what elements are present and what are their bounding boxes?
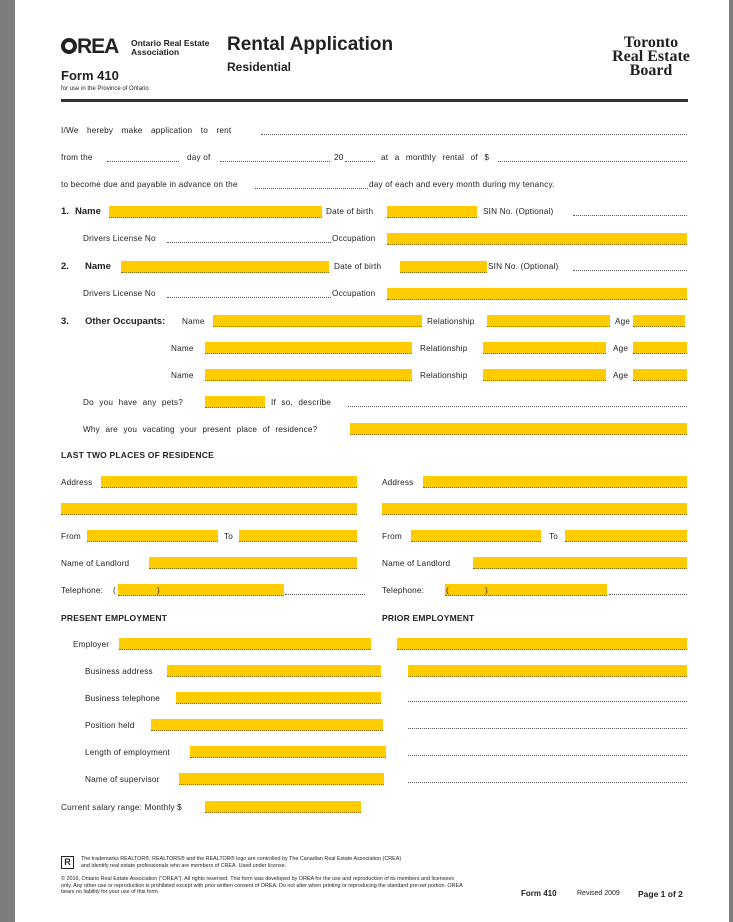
applicant-2-dob-field[interactable] xyxy=(400,261,487,273)
day-of-label: day of xyxy=(187,153,211,162)
monthly-rental-field[interactable] xyxy=(498,161,687,162)
residence-2-landlord-label: Name of Landlord xyxy=(382,559,451,568)
salary-label: Current salary range: Monthly $ xyxy=(61,803,182,812)
prior-business-address-field[interactable] xyxy=(408,665,687,677)
present-business-address-label: Business address xyxy=(85,667,153,676)
residence-2-telephone-rest[interactable] xyxy=(609,594,687,595)
board-logo xyxy=(611,36,691,78)
occupant-3-relationship-label: Relationship xyxy=(420,371,468,380)
pets-answer-field[interactable] xyxy=(205,396,265,408)
vacating-question: Why are you vacating your present place of residence? xyxy=(83,425,318,434)
pets-describe-label: If so, describe xyxy=(271,398,331,407)
present-employer-field[interactable] xyxy=(119,638,371,650)
footer-form-number: Form 410 xyxy=(521,889,557,898)
present-length-label: Length of employment xyxy=(85,748,171,757)
month-field[interactable] xyxy=(220,161,330,162)
occupant-2-age-field[interactable] xyxy=(633,342,687,354)
applicant-2-sin-field[interactable] xyxy=(573,270,687,271)
residence-2-telephone-label: Telephone: xyxy=(382,586,425,595)
applicant-2-name-field[interactable] xyxy=(121,261,329,273)
present-position-label: Position held xyxy=(85,721,135,730)
orea-logo-icon xyxy=(61,38,77,54)
residence-2-to-field[interactable] xyxy=(565,530,687,542)
year-field[interactable] xyxy=(345,161,375,162)
applicant-1-dob-label: Date of birth xyxy=(326,207,374,216)
tenancy-label: day of each and every month during my tenancy. xyxy=(369,180,555,189)
present-business-address-field[interactable] xyxy=(167,665,381,677)
residence-2-landlord-field[interactable] xyxy=(473,557,687,569)
occupant-1-name-label: Name xyxy=(182,317,205,326)
present-position-field[interactable] xyxy=(151,719,383,731)
applicant-1-occupation-label: Occupation xyxy=(332,234,376,243)
residence-1-paren-open: ( xyxy=(113,586,116,595)
orea-logo-text: REA xyxy=(77,35,119,58)
applicant-1-number: 1. xyxy=(61,206,69,217)
association-name: Ontario Real Estate Association xyxy=(131,38,210,57)
residence-1-to-field[interactable] xyxy=(239,530,357,542)
pets-question: Do you have any pets? xyxy=(83,398,183,407)
pets-describe-field[interactable] xyxy=(348,406,687,407)
residence-2-address-line2-field[interactable] xyxy=(382,503,687,515)
board-line-2: Real Estate xyxy=(612,48,690,65)
applicant-1-name-field[interactable] xyxy=(109,206,322,218)
copyright-notice: © 2016, Ontario Real Estate Association ("OREA"). All rights reserved. This form was developed by OREA for the use and reproduction of its members and licensees only. Any other use or reproduction is prohibited except with prior written consent of OREA. Do not alter when printing or reproducing the standard pre-set portion. OREA bears no liability for your use of this form. xyxy=(61,876,463,896)
board-line-3: Board xyxy=(629,62,673,79)
form-page xyxy=(15,0,729,922)
header-rule xyxy=(61,99,688,102)
occupant-3-name-label: Name xyxy=(171,371,194,380)
applicant-1-license-field[interactable] xyxy=(167,242,331,243)
applicant-1-sin-field[interactable] xyxy=(573,215,687,216)
present-supervisor-field[interactable] xyxy=(179,773,384,785)
due-day-label: to become due and payable in advance on the xyxy=(61,180,238,189)
residence-1-from-label: From xyxy=(61,532,81,541)
applicant-2-number: 2. xyxy=(61,261,69,272)
salary-field[interactable] xyxy=(205,801,361,813)
residence-2-paren-open: ( xyxy=(446,586,449,595)
prior-position-field[interactable] xyxy=(408,728,687,729)
present-employer-label: Employer xyxy=(73,640,110,649)
residence-1-address-label: Address xyxy=(61,478,93,487)
present-business-telephone-field[interactable] xyxy=(176,692,381,704)
residence-2-address-label: Address xyxy=(382,478,414,487)
occupant-2-name-label: Name xyxy=(171,344,194,353)
occupant-2-relationship-field[interactable] xyxy=(483,342,606,354)
applicant-1-name-label: Name xyxy=(75,206,101,217)
applicant-1-dob-field[interactable] xyxy=(387,206,477,218)
applicant-2-name-label: Name xyxy=(85,261,111,272)
applicant-2-license-label: Drivers License No xyxy=(83,289,156,298)
occupant-3-age-label: Age xyxy=(613,371,629,380)
present-business-telephone-label: Business telephone xyxy=(85,694,161,703)
residence-1-address-field[interactable] xyxy=(101,476,357,488)
applicant-2-occupation-field[interactable] xyxy=(387,288,687,300)
occupant-1-age-field[interactable] xyxy=(633,315,685,327)
prior-employment-title: PRIOR EMPLOYMENT xyxy=(382,613,475,623)
occupant-1-age-label: Age xyxy=(615,317,631,326)
residence-section-title: LAST TWO PLACES OF RESIDENCE xyxy=(61,450,214,460)
residence-1-landlord-label: Name of Landlord xyxy=(61,559,130,568)
residence-1-landlord-field[interactable] xyxy=(149,557,357,569)
applicant-1-license-label: Drivers License No xyxy=(83,234,156,243)
occupant-1-relationship-field[interactable] xyxy=(487,315,610,327)
intro-line-1: I/We hereby make application to rent xyxy=(61,126,232,135)
occupant-3-relationship-field[interactable] xyxy=(483,369,606,381)
occupant-1-name-field[interactable] xyxy=(213,315,422,327)
prior-business-telephone-field[interactable] xyxy=(408,701,687,702)
footer-revised: Revised 2009 xyxy=(577,890,620,897)
applicant-1-sin-label: SIN No. (Optional) xyxy=(483,207,554,216)
residence-1-telephone-rest[interactable] xyxy=(285,594,365,595)
form-note: for use in the Province of Ontario xyxy=(61,86,149,92)
board-line-1: Toronto xyxy=(623,34,679,51)
present-employment-title: PRESENT EMPLOYMENT xyxy=(61,613,168,623)
residence-1-telephone-label: Telephone: xyxy=(61,586,104,595)
residence-2-from-field[interactable] xyxy=(411,530,541,542)
residence-2-from-label: From xyxy=(382,532,402,541)
trademark-notice: The trademarks REALTOR®, REALTORS® and the REALTOR® logo are controlled by The Canadian Real Estate Association (CREA) and identify real estate professionals who are members of CREA. Used under license. xyxy=(81,856,402,869)
residence-1-paren-close: ) xyxy=(157,586,160,595)
rent-property-field[interactable] xyxy=(261,134,687,135)
applicant-2-occupation-label: Occupation xyxy=(332,289,376,298)
residence-2-telephone-field[interactable] xyxy=(445,584,607,596)
footer-page-number: Page 1 of 2 xyxy=(638,889,683,899)
due-day-field[interactable] xyxy=(255,188,368,189)
residence-1-address-line2-field[interactable] xyxy=(61,503,357,515)
year-prefix: 20 xyxy=(334,153,344,162)
residence-1-from-field[interactable] xyxy=(87,530,218,542)
residence-2-paren-close: ) xyxy=(485,586,488,595)
vacating-reason-field[interactable] xyxy=(350,423,687,435)
form-subtitle: Residential xyxy=(227,60,292,74)
occupant-2-age-label: Age xyxy=(613,344,629,353)
present-supervisor-label: Name of supervisor xyxy=(85,775,160,784)
occupant-2-relationship-label: Relationship xyxy=(420,344,468,353)
applicant-2-sin-label: SIN No. (Optional) xyxy=(488,262,559,271)
residence-1-telephone-field[interactable] xyxy=(118,584,284,596)
occupant-2-name-field[interactable] xyxy=(205,342,412,354)
from-label: from the xyxy=(61,153,93,162)
applicant-1-occupation-field[interactable] xyxy=(387,233,687,245)
residence-2-address-field[interactable] xyxy=(423,476,687,488)
prior-supervisor-field[interactable] xyxy=(408,782,687,783)
realtor-logo-icon: R xyxy=(61,856,74,869)
residence-1-to-label: To xyxy=(224,532,234,541)
occupant-3-name-field[interactable] xyxy=(205,369,412,381)
present-length-field[interactable] xyxy=(190,746,386,758)
applicant-2-dob-label: Date of birth xyxy=(334,262,382,271)
occupants-title: Other Occupants: xyxy=(85,316,166,327)
occupant-1-relationship-label: Relationship xyxy=(427,317,475,326)
residence-2-to-label: To xyxy=(549,532,559,541)
monthly-rental-label: at a monthly rental of $ xyxy=(381,153,490,162)
occupants-number: 3. xyxy=(61,316,69,327)
prior-length-field[interactable] xyxy=(408,755,687,756)
from-day-field[interactable] xyxy=(107,161,179,162)
prior-employer-field[interactable] xyxy=(397,638,687,650)
occupant-3-age-field[interactable] xyxy=(633,369,687,381)
form-number: Form 410 xyxy=(61,68,119,83)
form-title: Rental Application xyxy=(227,34,394,55)
applicant-2-license-field[interactable] xyxy=(167,297,331,298)
